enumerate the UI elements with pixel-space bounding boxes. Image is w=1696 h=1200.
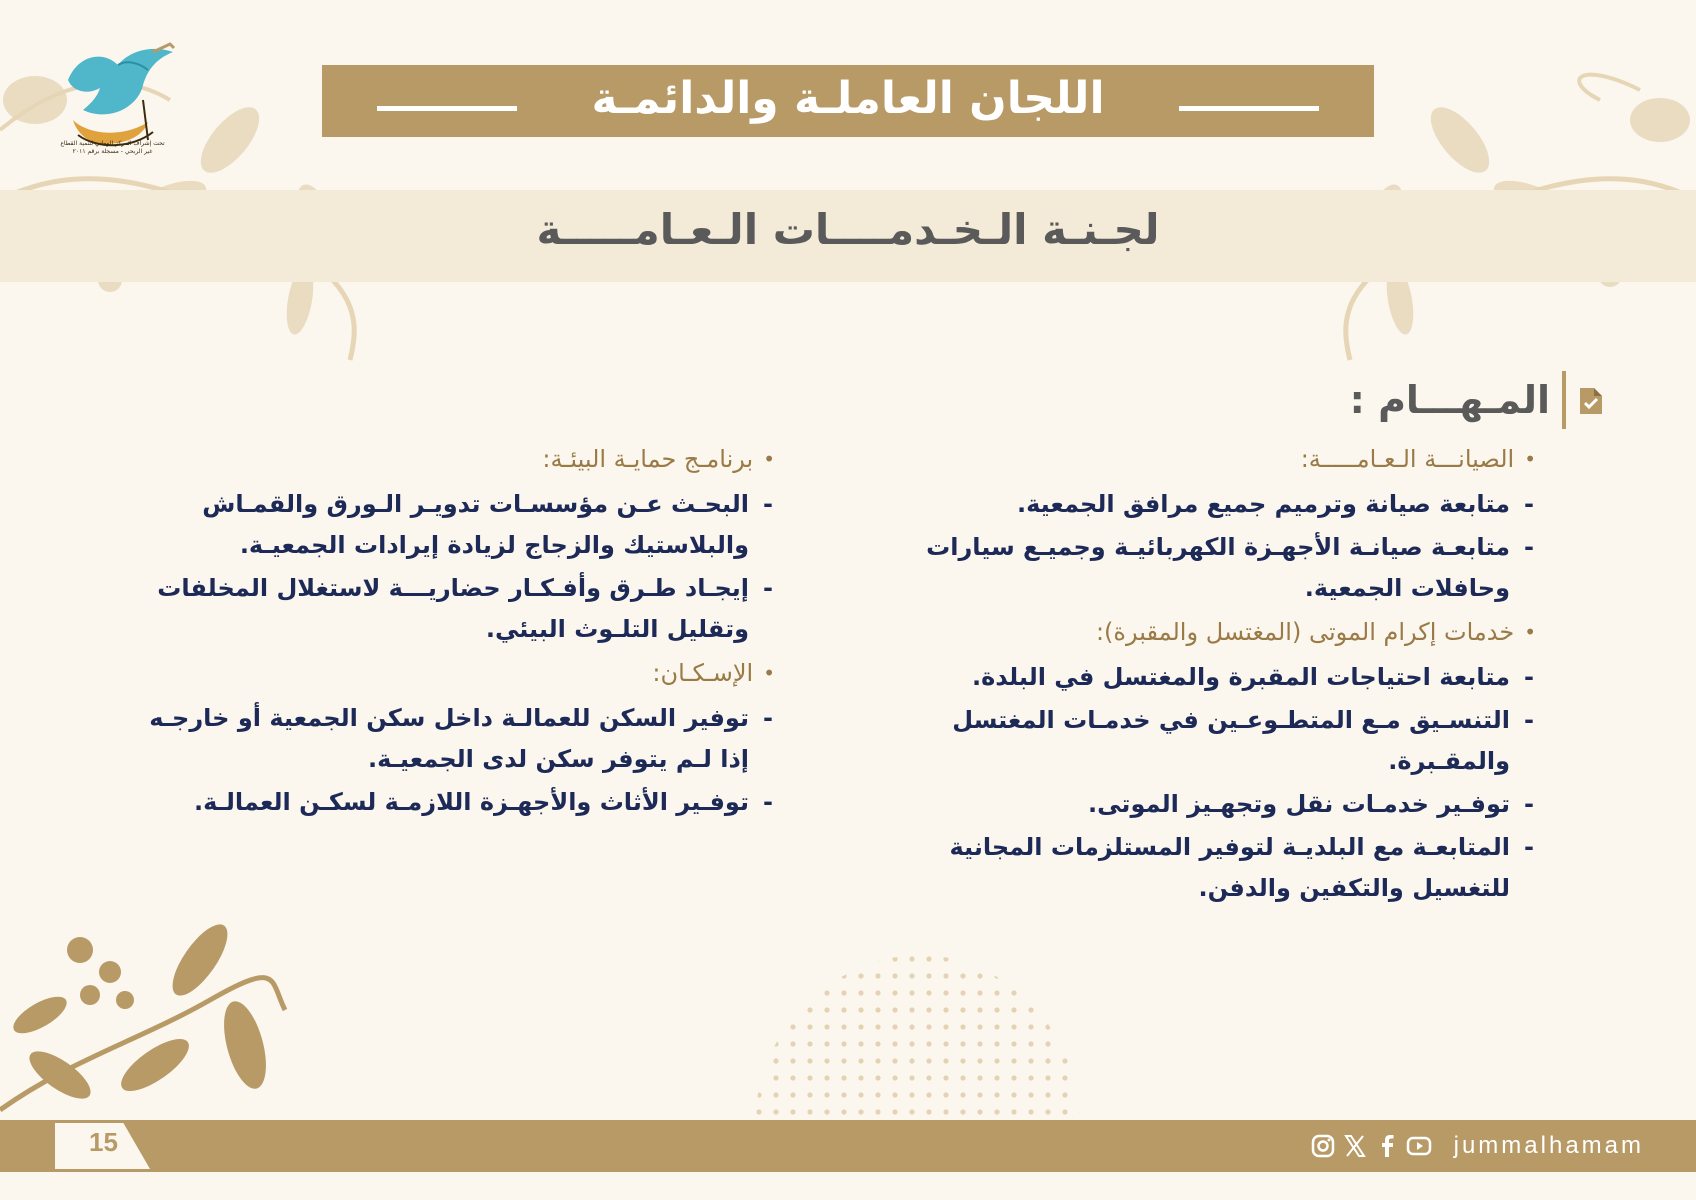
bullet-icon: • — [1524, 620, 1536, 644]
list-item: - البحـث عـن مؤسسـات تدويـر الـورق والقمـاش والبلاستيك والزجاج لزيادة إيرادات الجمعيـة. — [115, 484, 775, 566]
title-banner — [322, 65, 1374, 137]
clipboard-check-icon — [1578, 384, 1604, 416]
youtube-icon[interactable] — [1406, 1133, 1432, 1159]
section-title-maintenance — [876, 440, 1536, 478]
list-item: - توفـير الأثاث والأجهـزة اللازمـة لسكـن العمالـة. — [115, 782, 775, 823]
page-number: 15 — [89, 1127, 118, 1157]
facebook-icon[interactable] — [1374, 1133, 1400, 1159]
page-title: اللجان العاملـة والدائمـة — [591, 73, 1105, 124]
list-item: - توفـير خدمـات نقل وتجهـيز الموتى. — [876, 784, 1536, 825]
section-title-text: برنامـج حمايـة البيئـة: — [542, 445, 754, 473]
logo-caption — [45, 140, 180, 156]
social-handle[interactable]: jummalhamam — [1453, 1132, 1644, 1159]
tasks-heading — [1350, 370, 1604, 430]
logo-caption-line-1: تحت إشراف المركز الوطني لتنمية القطاع — [60, 140, 165, 147]
section-title-funeral-services — [876, 613, 1536, 651]
section-title-housing — [115, 654, 775, 692]
x-icon[interactable] — [1342, 1133, 1368, 1159]
logo-caption-line-2: غير الربحي - مسجلة برقم ٢٠١١ — [72, 148, 153, 155]
bullet-icon: • — [1524, 447, 1536, 471]
instagram-icon[interactable] — [1310, 1133, 1336, 1159]
list-item: - التنسـيق مـع المتطـوعـين في خدمـات المغتسل والمقـبرة. — [876, 700, 1536, 782]
dot-pattern — [755, 955, 1080, 1115]
right-column — [876, 440, 1536, 911]
left-column — [115, 440, 775, 825]
tasks-heading-bar — [1562, 371, 1566, 429]
section-title-environment — [115, 440, 775, 478]
tasks-title: المـهـــام : — [1349, 378, 1550, 422]
list-item: - متابعة احتياجات المقبرة والمغتسل في البلدة. — [876, 657, 1536, 698]
bullet-icon: • — [763, 447, 775, 471]
list-item: - متابعة صيانة وترميم جميع مرافق الجمعية. — [876, 484, 1536, 525]
committee-subtitle: لجـنـة الـخـدمــــات الـعـامـــــة — [536, 205, 1160, 254]
bullet-icon: • — [763, 661, 775, 685]
section-title-text: الإسـكـان: — [652, 659, 754, 687]
section-title-text: خدمات إكرام الموتى (المغتسل والمقبرة): — [1095, 618, 1515, 646]
list-item: - متابعـة صيانـة الأجهـزة الكهربائيـة وجميـع سيارات وحافلات الجمعية. — [876, 527, 1536, 609]
social-links — [1310, 1128, 1644, 1164]
section-title-text: الصيانـــة الـعـامـــــة: — [1300, 445, 1515, 473]
list-item: - المتابعـة مع البلديـة لتوفير المستلزمات المجانية للتغسيل والتكفين والدفن. — [876, 827, 1536, 909]
list-item: - إيجـاد طـرق وأفـكـار حضاريـــة لاستغلال المخلفات وتقليل التلـوث البيئي. — [115, 568, 775, 650]
list-item: - توفير السكن للعمالـة داخل سكن الجمعية أو خارجـه إذا لـم يتوفر سكن لدى الجمعيـة. — [115, 698, 775, 780]
